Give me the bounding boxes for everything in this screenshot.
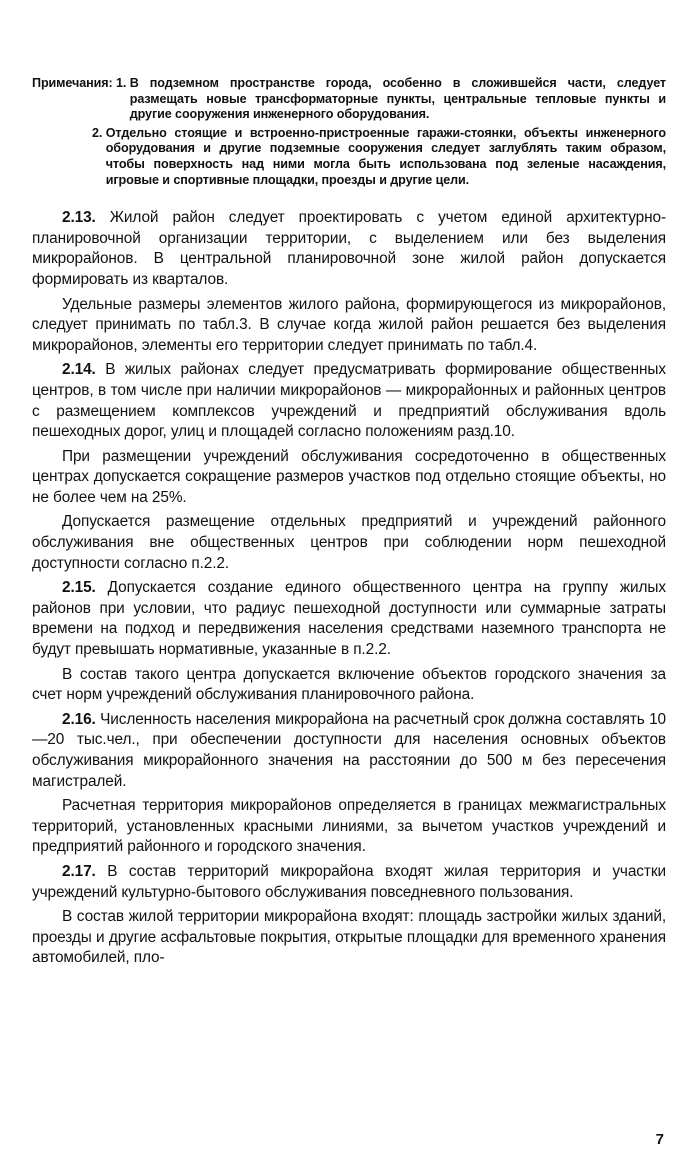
paragraph (32, 447, 666, 509)
paragraph-text: Жилой район следует проектировать с учетом единой архитектурно-планировочной организации территории, с выделением или без выделения микрорайонов. В центральной планировочной зоне жилой район допускается формировать из кварталов. (32, 209, 666, 288)
paragraph-text: Допускается создание единого общественного центра на группу жилых районов при условии, что радиус пешеходной доступности или суммарные затраты времени на подход и передвижения населения средствами наземного транспорта не будут превышать нормативные, указанные в п.2.2. (32, 579, 666, 659)
paragraph-text: Расчетная территория микрорайонов определяется в границах межмагистральных территорий, установленных красными линиями, за вычетом участков учреждений и предприятий районного и городского значения. (32, 797, 666, 856)
paragraph-text: Численность населения микрорайона на расчетный срок должна составлять 10—20 тыс.чел., при обеспечении доступности для населения основных объектов обслуживания микрорайонного значения на расстоянии до 500 м без пересечения магистралей. (32, 710, 666, 790)
paragraph (32, 710, 666, 792)
note-text: В подземном пространстве города, особенно в сложившейся части, следует размещать новые трансформаторные пункты, центральные тепловые пункты и другие сооружения инженерного оборудования. (129, 76, 666, 122)
paragraph-text: В состав такого центра допускается включение объектов городского значения за счет норм учреждений обслуживания планировочного района. (32, 665, 666, 704)
clause-number: 2.16. (62, 710, 96, 728)
note-label: Примечания: 1. (32, 76, 127, 90)
paragraph (32, 295, 666, 357)
paragraph (32, 578, 666, 660)
main-text (32, 208, 666, 969)
paragraph-text: Допускается размещение отдельных предприятий и учреждений районного обслуживания вне общественных центров при соблюдении норм пешеходной доступности согласно п.2.2. (32, 513, 666, 572)
page-number: 7 (655, 1131, 664, 1148)
paragraph-text: В жилых районах следует предусматривать формирование общественных центров, в том числе при наличии микрорайонов — микрорайонных и районных центров с размещением комплексов учреждений и предприятий обслуживания вдоль пешеходных дорог, улиц и площадей согласно положениям разд.10. (32, 361, 666, 441)
note-number: 2. (92, 125, 103, 140)
paragraph (32, 512, 666, 574)
paragraph-text: Удельные размеры элементов жилого района, формирующегося из микрорайонов, следует принимать по табл.3. В случае когда жилой район решается без выделения микрорайонов, элементы его территории следует принимать по табл.4. (32, 295, 666, 354)
paragraph (32, 208, 666, 290)
note-text: Отдельно стоящие и встроенно-пристроенные гаражи-стоянки, объекты инженерного оборудования и другие подземные сооружения следует заглублять таким образом, чтобы поверхность над ними могла быть использована под зеленые насаждения, игровые и спортивные площадки, проезды и другие цели. (105, 125, 666, 187)
note-item (32, 126, 666, 188)
paragraph (32, 907, 666, 969)
clause-number: 2.13. (62, 209, 96, 227)
paragraph-text: В состав территорий микрорайона входят жилая территория и участки учреждений культурно-бытового обслуживания повседневного пользования. (32, 862, 666, 901)
clause-number: 2.14. (62, 361, 96, 379)
paragraph (32, 665, 666, 706)
clause-number: 2.15. (62, 579, 96, 597)
note-item (32, 76, 666, 123)
paragraph (32, 862, 666, 903)
notes-block (32, 76, 666, 188)
clause-number: 2.17. (62, 862, 96, 880)
paragraph-text: При размещении учреждений обслуживания сосредоточенно в общественных центрах допускается сокращение размеров участков под отдельно стоящие объекты, но не более чем на 25%. (32, 447, 666, 506)
paragraph (32, 360, 666, 442)
paragraph (32, 796, 666, 858)
paragraph-text: В состав жилой территории микрорайона входят: площадь застройки жилых зданий, проезды и другие асфальтовые покрытия, открытые площадки для временного хранения автомобилей, пло- (32, 908, 666, 967)
